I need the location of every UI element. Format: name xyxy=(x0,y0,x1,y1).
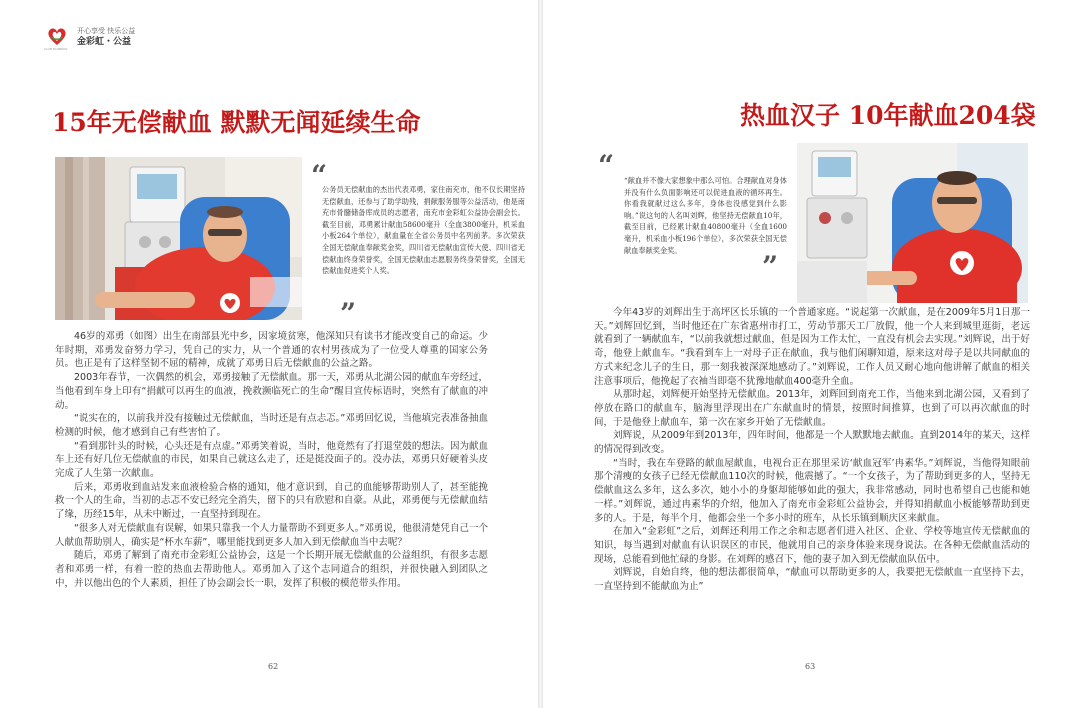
header-brand-name: 金彩虹・公益 xyxy=(77,37,132,47)
left-pull-quote: 公务员无偿献血的杰出代表邓勇，家住南充市，他不仅长期坚持无偿献血，还参与了助学助残，捐献服务服等公益活动，他是南充市骨髓储备库成员的志愿者，南充市金彩虹公益协会副会长。截至目前，邓勇累计献血58600毫升（全血3800毫升，机采血小板264个单位），献血量在全省公务员中名列前茅。多次荣获全国无偿献血奉献奖金奖，四川省无偿献血宣传大使、四川省无偿献血终身荣誉奖，全国无偿献血志愿服务终身荣誉奖，全国无偿献血促进奖个人奖。 xyxy=(322,185,525,276)
page-number-right: 63 xyxy=(805,662,816,671)
paragraph: 在加入“金彩虹”之后，刘辉还利用工作之余和志愿者们进入社区、企业、学校等地宣传无偿献血的知识，每当遇到对献血有认识误区的市民，他就用自己的亲身体验来现身说法。在各种无偿献血活动的现场，总能看到他忙碌的身影。在刘辉的感召下，他的妻子加入到无偿献血队伍中。 xyxy=(594,526,1030,565)
right-article-body xyxy=(594,306,1030,594)
close-quote-icon: ” xyxy=(340,297,357,330)
right-pull-quote: “献血并不像大家想象中那么可怕。合理献血对身体并没有什么负面影响还可以促进血液的循环再生。你看我就献过这么多年，身体也没感觉到什么影响。”说这句的人名叫刘辉，他坚持无偿献血10年，截至目前，已经累计献血40800毫升（全血1600毫升，机采血小板196个单位），多次荣获全国无偿献血奉献奖金奖。 xyxy=(624,176,787,255)
open-quote-icon: “ xyxy=(311,159,328,192)
paragraph: “说实在的，以前我并没有接触过无偿献血，当时还是有点忐忑。”邓勇回忆说，当他填完表准备抽血检测的时候，他才感到自己有些害怕了。 xyxy=(55,413,488,438)
left-article-body xyxy=(55,330,488,590)
paragraph: 今年43岁的刘辉出生于高坪区长乐镇的一个普通家庭。“说起第一次献血，是在2009年5月1日那一天。”刘辉回忆到，当时他还在广东省惠州市打工，劳动节那天工厂放假，他一个人来到城里逛街，老远就看到了一辆献血车，“以前我就想过献血，但是因为工作太忙，一直没有机会去实现。”刘辉说，出于好奇，他登上献血车。“我看到车上一对母子正在献血，我与他们闲聊知道，原来这对母子是以共同献血的方式来纪念儿子的生日，那一刻我被深深地感动了。”刘辉说，工作人员又耐心地向他讲解了献血的相关注意事项后，他挽起了衣袖当即毫不犹豫地献血400毫升全血。 xyxy=(594,307,1030,387)
paragraph: “很多人对无偿献血有误解，如果只靠我一个人力量帮助不到更多人。”邓勇说，他很清楚凭自己一个人献血帮助别人，确实是“杯水车薪”，哪里能找到更多人加入到无偿献血当中去呢？ xyxy=(55,522,488,548)
photo-deng-yong-donating xyxy=(55,157,302,320)
close-quote-icon: ” xyxy=(762,250,779,283)
right-article-title: 热血汉子 10年献血204袋 xyxy=(740,101,1036,130)
photo-liu-hui-donating xyxy=(797,143,1028,303)
heart-logo-icon xyxy=(46,25,68,47)
paragraph: 刘辉说，从2009年到2013年，四年时间，他都是一个人默默地去献血。直到2014年的某天，这样的情况得到改变。 xyxy=(594,430,1030,456)
header-brand xyxy=(77,26,135,48)
page-number-left: 62 xyxy=(268,662,279,671)
header-slogan: 开心享受 快乐公益 xyxy=(77,27,136,35)
paragraph: 2003年春节，一次偶然的机会，邓勇接触了无偿献血。那一天，邓勇从北湖公园的献血车旁经过，当他看到车身上印有“捐献可以再生的血液，挽救濒临死亡的生命”醒目宣传标语时，突然有了献血的冲动。 xyxy=(55,372,488,411)
paragraph: 从那时起，刘辉便开始坚持无偿献血。2013年，刘辉回到南充工作，当他来到北湖公园，又看到了停放在路口的献血车，脑海里浮现出在广东献血时的情景，按照时间推算，也到了可以再次献血的时间，于是他登上献血车，第一次在家乡开始了无偿献血。 xyxy=(594,389,1030,428)
open-quote-icon: “ xyxy=(598,149,615,182)
paragraph: “看到那针头的时候，心头还是有点虚。”邓勇笑着说，当时，他竟然有了打退堂鼓的想法。因为献血车上还有好几位无偿献血的市民，如果自己就这么走了，还是挺没面子的。没办法，邓勇只好硬着头皮完成了人生第一次献血。 xyxy=(55,440,488,480)
left-article-title: 15年无偿献血 默默无闻延续生命 xyxy=(52,108,421,137)
paragraph: 随后，邓勇了解到了南充市金彩虹公益协会，这是一个长期开展无偿献血的公益组织，有很多志愿者和邓勇一样，有着一腔的热血去帮助他人。邓勇加入了这个志同道合的组织，并很快融入到团队之中，并以他出色的个人素质，担任了协会副会长一职，发挥了积极的模范带头作用。 xyxy=(55,550,488,589)
paragraph: 刘辉说，自始自终，他的想法都很简单，“献血可以帮助更多的人，我要把无偿献血一直坚持下去，一直坚持到不能献血为止” xyxy=(594,567,1030,593)
paragraph: 46岁的邓勇（如图）出生在南部县光中乡，因家境贫寒，他深知只有读书才能改变自己的命运。少年时期，邓勇发奋努力学习，凭自己的实力，从一个普通的农村男孩成为了一位受人尊重的国家公务员。也正是有了这样坚韧不屈的精神，成就了邓勇日后无偿献血的公益之路。 xyxy=(55,331,488,370)
logo-caption: CLUB RAINBOW xyxy=(44,47,68,51)
paragraph: 后来，邓勇收到血站发来血液检验合格的通知，他才意识到，自己的血能够帮助别人了，甚至能挽救一个人的生命，当初的忐忑不安已经完全消失，留下的只有欣慰和自豪。从此，邓勇便与无偿献血结了缘，历经15年，从未中断过，一直坚持到现在。 xyxy=(55,481,488,521)
paragraph: “当时，我在车登路的献血屋献血，电视台正在那里采访‘献血冠军’冉素华。”刘辉说，当他得知眼前那个清瘦的女孩子已经无偿献血110次的时候，他震撼了。“一个女孩子，为了帮助到更多的人，坚持无偿献血这么多年，这么多次，她小小的身躯却能够如此的强大，我非常感动，同时也希望自己也能和她一样。”刘辉说，通过冉素华的介绍，他加入了南充市金彩虹公益协会，并得知捐献血小板能够帮助到更多的人。于是，每半个月，他都会坐一个多小时的班车，从长乐镇到顺庆区来献血。 xyxy=(594,457,1030,524)
page-spine xyxy=(538,0,543,708)
